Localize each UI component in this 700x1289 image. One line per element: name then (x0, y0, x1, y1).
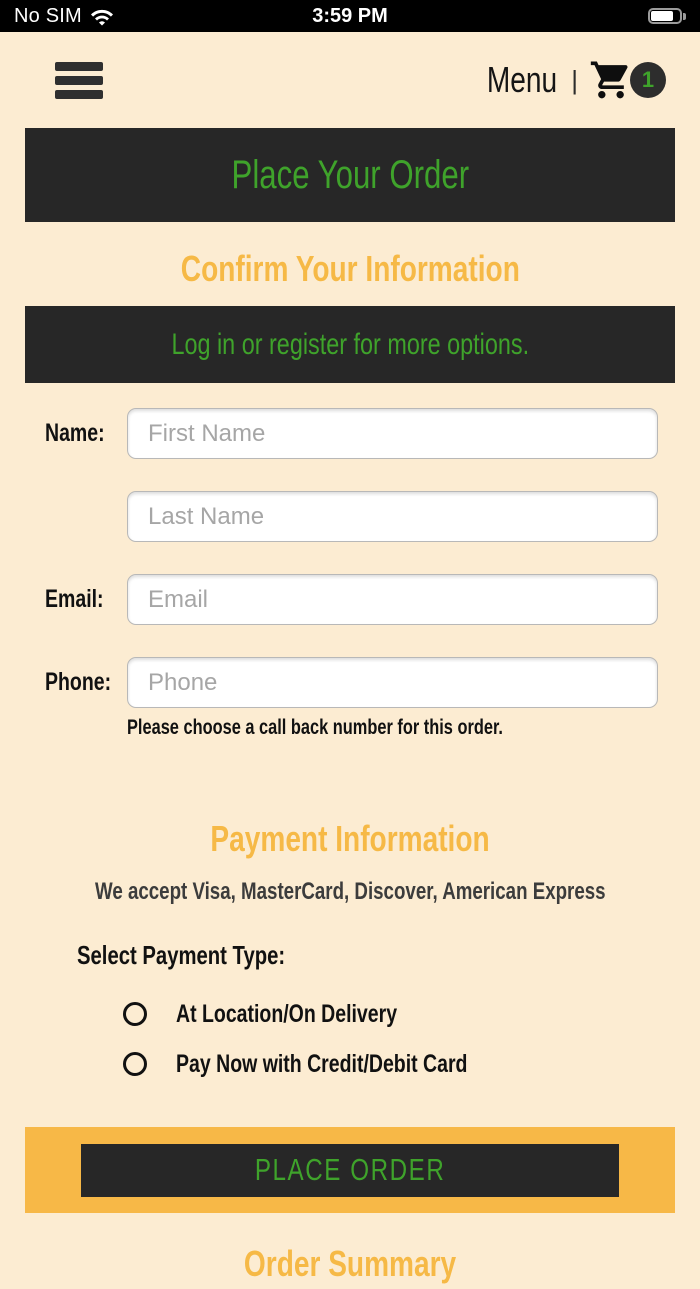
status-bar (0, 0, 700, 32)
phone-label: Phone: (45, 668, 112, 696)
battery-fill (651, 11, 673, 21)
carrier-label: No SIM (14, 4, 82, 27)
callback-note: Please choose a call back number for this order. (127, 716, 503, 739)
last-name-label (25, 502, 127, 531)
option-label: At Location/On Delivery (176, 999, 398, 1028)
email-input[interactable] (127, 574, 658, 625)
cart-icon (588, 58, 634, 102)
confirm-information-heading: Confirm Your Information (180, 248, 520, 289)
select-payment-type-label: Select Payment Type: (77, 940, 286, 970)
cart-button[interactable] (588, 58, 666, 102)
option-label: Pay Now with Credit/Debit Card (176, 1049, 468, 1078)
last-name-row (25, 491, 658, 542)
wifi-icon (90, 6, 114, 26)
first-name-input[interactable] (127, 408, 658, 459)
order-summary-heading: Order Summary (243, 1243, 457, 1284)
battery-icon (648, 8, 686, 24)
option-at-location[interactable] (123, 989, 700, 1039)
radio-button-icon[interactable] (123, 1002, 147, 1026)
last-name-input[interactable] (127, 491, 658, 542)
email-row (25, 574, 658, 625)
place-order-container (25, 1127, 675, 1213)
page-title: Place Your Order (231, 152, 469, 197)
first-name-row (25, 408, 658, 459)
header-nav (477, 58, 666, 102)
menu-link[interactable]: Menu (487, 59, 558, 100)
payment-information-heading: Payment Information (210, 818, 490, 859)
accepted-cards-text: We accept Visa, MasterCard, Discover, American Express (94, 878, 606, 905)
radio-button-icon[interactable] (123, 1052, 147, 1076)
payment-type-options (0, 989, 700, 1089)
app-header (0, 32, 700, 128)
phone-input[interactable] (127, 657, 658, 708)
header-separator: | (571, 64, 578, 95)
email-label: Email: (45, 585, 104, 613)
option-pay-now[interactable] (123, 1039, 700, 1089)
status-left (14, 5, 114, 28)
name-label: Name: (45, 419, 105, 447)
customer-info-form (0, 408, 700, 740)
place-order-button[interactable]: PLACE ORDER (81, 1144, 619, 1197)
phone-row (25, 657, 658, 708)
place-your-order-banner (25, 128, 675, 222)
cart-count-badge: 1 (630, 62, 666, 98)
login-register-link[interactable]: Log in or register for more options. (25, 306, 675, 383)
hamburger-menu-icon[interactable] (55, 62, 103, 99)
clock: 3:59 PM (312, 4, 388, 27)
